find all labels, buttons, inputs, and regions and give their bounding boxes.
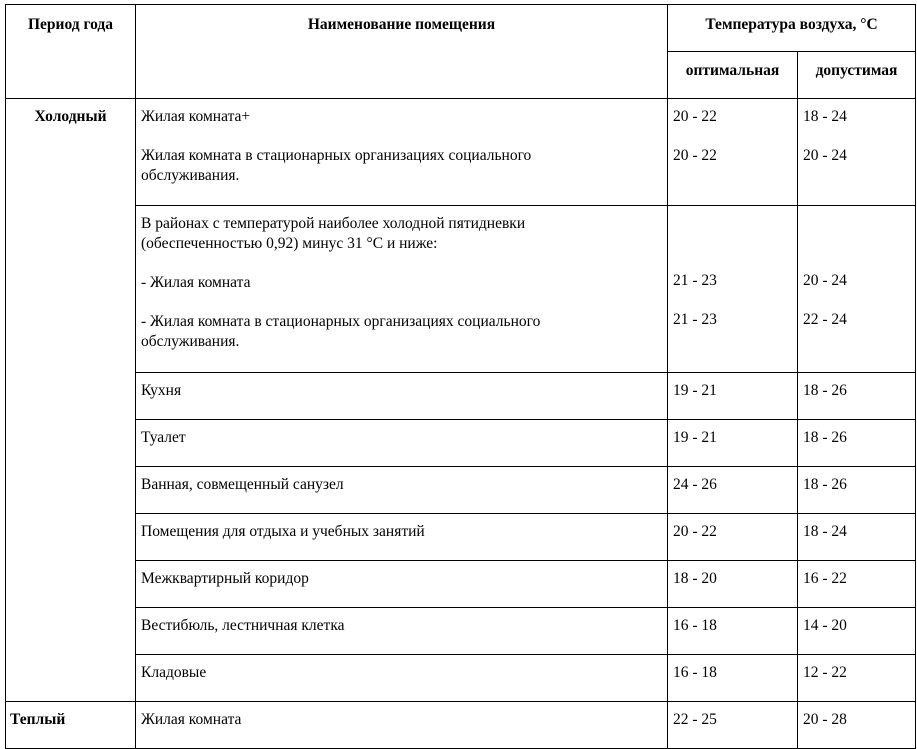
optimal-value: 24 - 26 bbox=[668, 467, 798, 514]
room-name: обслуживания. bbox=[141, 167, 240, 184]
optimal-value: 20 - 22 bbox=[673, 147, 717, 164]
table-row bbox=[6, 608, 916, 655]
room-name: Помещения для отдыха и учебных занятий bbox=[136, 514, 668, 561]
permissible-value: 18 - 26 bbox=[798, 467, 916, 514]
temperature-table bbox=[5, 4, 916, 749]
header-row bbox=[6, 5, 916, 52]
room-name: Жилая комната в стационарных организациях социального bbox=[141, 147, 532, 164]
table-row bbox=[6, 373, 916, 420]
table-row bbox=[6, 561, 916, 608]
permissible-value: 12 - 22 bbox=[798, 655, 916, 702]
permissible-value: 16 - 22 bbox=[798, 561, 916, 608]
period-warm: Теплый bbox=[6, 702, 136, 749]
permissible-value: 20 - 24 bbox=[803, 147, 847, 164]
table-row bbox=[6, 702, 916, 749]
table-row bbox=[6, 420, 916, 467]
room-name: Туалет bbox=[136, 420, 668, 467]
room-cell bbox=[136, 206, 668, 373]
room-cell bbox=[136, 99, 668, 206]
header-optimal: оптимальная bbox=[668, 52, 798, 99]
room-name: Кухня bbox=[136, 373, 668, 420]
room-name: Ванная, совмещенный санузел bbox=[136, 467, 668, 514]
permissible-value: 20 - 24 bbox=[803, 272, 847, 289]
room-name: Межквартирный коридор bbox=[136, 561, 668, 608]
optimal-cell bbox=[668, 99, 798, 206]
header-permissible: допустимая bbox=[798, 52, 916, 99]
optimal-cell bbox=[668, 206, 798, 373]
optimal-value: 16 - 18 bbox=[668, 608, 798, 655]
header-temperature: Температура воздуха, °С bbox=[668, 5, 916, 52]
room-name: Жилая комната bbox=[136, 702, 668, 749]
permissible-value: 18 - 24 bbox=[803, 108, 847, 125]
header-room: Наименование помещения bbox=[136, 5, 668, 99]
table-row bbox=[6, 655, 916, 702]
table-row bbox=[6, 99, 916, 206]
permissible-value: 14 - 20 bbox=[798, 608, 916, 655]
room-name: В районах с температурой наиболее холодной пятидневки bbox=[141, 215, 526, 232]
room-name: Жилая комната+ bbox=[141, 108, 251, 125]
permissible-value: 18 - 24 bbox=[798, 514, 916, 561]
permissible-value: 20 - 28 bbox=[798, 702, 916, 749]
table-row bbox=[6, 514, 916, 561]
optimal-value: 16 - 18 bbox=[668, 655, 798, 702]
period-cold: Холодный bbox=[6, 99, 136, 702]
permissible-value: 22 - 24 bbox=[803, 311, 847, 328]
permissible-cell bbox=[798, 99, 916, 206]
optimal-value: 21 - 23 bbox=[673, 272, 717, 289]
optimal-value: 19 - 21 bbox=[668, 420, 798, 467]
optimal-value: 20 - 22 bbox=[668, 514, 798, 561]
optimal-value: 21 - 23 bbox=[673, 311, 717, 328]
room-name: Кладовые bbox=[136, 655, 668, 702]
permissible-value: 18 - 26 bbox=[798, 420, 916, 467]
optimal-value: 20 - 22 bbox=[673, 108, 717, 125]
room-name: (обеспеченностью 0,92) минус 31 °С и ниже: bbox=[141, 235, 438, 252]
optimal-value: 18 - 20 bbox=[668, 561, 798, 608]
room-name: - Жилая комната bbox=[141, 274, 251, 291]
table-row bbox=[6, 467, 916, 514]
permissible-value: 18 - 26 bbox=[798, 373, 916, 420]
optimal-value: 19 - 21 bbox=[668, 373, 798, 420]
permissible-cell bbox=[798, 206, 916, 373]
room-name: обслуживания. bbox=[141, 333, 240, 350]
header-period: Период года bbox=[6, 5, 136, 99]
table-row bbox=[6, 206, 916, 373]
optimal-value: 22 - 25 bbox=[668, 702, 798, 749]
room-name: Вестибюль, лестничная клетка bbox=[136, 608, 668, 655]
room-name: - Жилая комната в стационарных организациях социального bbox=[141, 313, 541, 330]
